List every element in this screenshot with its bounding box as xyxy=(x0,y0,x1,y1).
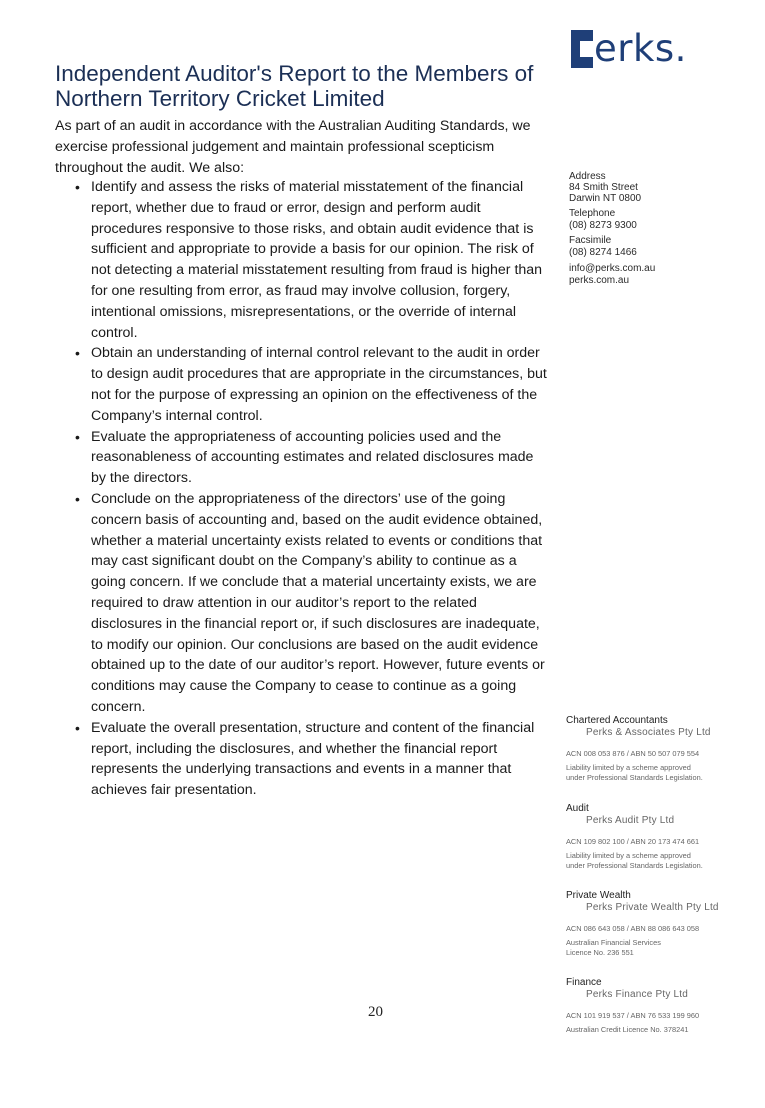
firm-registration: ACN 109 802 100 / ABN 20 173 474 661 xyxy=(566,837,700,846)
firm-title: Chartered Accountants xyxy=(566,715,668,726)
firm-title: Audit xyxy=(566,803,589,814)
report-title: Independent Auditor's Report to the Members of Northern Territory Cricket Limited xyxy=(55,61,534,111)
firm-note: under Professional Standards Legislation. xyxy=(566,773,703,782)
firm-name: Perks Audit Pty Ltd xyxy=(586,815,675,826)
audit-procedures-list xyxy=(91,177,551,801)
address-label: Address xyxy=(569,171,606,182)
facsimile-label: Facsimile xyxy=(569,235,612,246)
firm-note: Liability limited by a scheme approved xyxy=(566,851,691,860)
list-item: • Evaluate the appropriateness of accounting policies used and the reasonableness of accounting estimates and related disclosures made by the directors. xyxy=(91,427,551,489)
list-item: • Conclude on the appropriateness of the directors’ use of the going concern basis of accounting and, based on the audit evidence obtained, whether a material uncertainty exists related to events or conditions that may cast significant doubt on the Company’s ability to continue as a going concern. If we conclude that a material uncertainty exists, we are required to draw attention in our auditor’s report to the related disclosures in the financial report or, if such disclosures are inadequate, to modify our opinion. Our conclusions are based on the audit evidence obtained up to the date of our auditor’s report. However, future events or conditions may cause the Company to cease to continue as a going concern. xyxy=(91,489,551,718)
telephone-value: (08) 8273 9300 xyxy=(569,220,637,231)
list-item: • Identify and assess the risks of material misstatement of the financial report, whether due to fraud or error, design and perform audit procedures responsive to those risks, and obtain audit evidence that is sufficient and appropriate to provide a basis for our opinion. The risk of not detecting a material misstatement resulting from fraud is higher than for one resulting from error, as fraud may involve collusion, forgery, intentional omissions, misrepresentations, or the override of internal control. xyxy=(91,177,551,343)
telephone-label: Telephone xyxy=(569,208,616,219)
address-line2: Darwin NT 0800 xyxy=(569,193,642,204)
firm-name: Perks Private Wealth Pty Ltd xyxy=(586,902,719,913)
firm-note: under Professional Standards Legislation. xyxy=(566,861,703,870)
firm-registration: ACN 086 643 058 / ABN 88 086 643 058 xyxy=(566,924,700,933)
firm-name: Perks & Associates Pty Ltd xyxy=(586,727,711,738)
list-item: • Evaluate the overall presentation, structure and content of the financial report, including the disclosures, and whether the financial report represents the underlying transactions and events in a manner that achieves fair presentation. xyxy=(91,718,551,801)
firm-name: Perks Finance Pty Ltd xyxy=(586,989,689,1000)
logo-text: erks. xyxy=(594,27,687,70)
firm-title: Finance xyxy=(566,977,602,988)
firm-registration: ACN 008 053 876 / ABN 50 507 079 554 xyxy=(566,749,700,758)
firm-note: Australian Financial Services xyxy=(566,938,661,947)
firm-title: Private Wealth xyxy=(566,890,631,901)
address-line1: 84 Smith Street xyxy=(569,182,638,193)
email-link[interactable]: info@perks.com.au xyxy=(569,263,656,274)
firm-note: Australian Credit Licence No. 378241 xyxy=(566,1025,689,1034)
logo-p-mark-icon xyxy=(571,30,593,68)
list-item: • Obtain an understanding of internal control relevant to the audit in order to design audit procedures that are appropriate in the circumstances, but not for the purpose of expressing an opinion on the effectiveness of the Company’s internal control. xyxy=(91,343,551,426)
facsimile-value: (08) 8274 1466 xyxy=(569,247,637,258)
intro-paragraph: As part of an audit in accordance with the Australian Auditing Standards, we exercise professional judgement and maintain professional scepticism throughout the audit. We also: xyxy=(55,118,531,176)
perks-logo xyxy=(571,26,687,68)
firm-registration: ACN 101 919 537 / ABN 76 533 199 960 xyxy=(566,1011,700,1020)
firm-note: Liability limited by a scheme approved xyxy=(566,763,691,772)
website-link[interactable]: perks.com.au xyxy=(569,275,630,286)
page-number: 20 xyxy=(368,1004,383,1020)
firm-note: Licence No. 236 551 xyxy=(566,948,634,957)
